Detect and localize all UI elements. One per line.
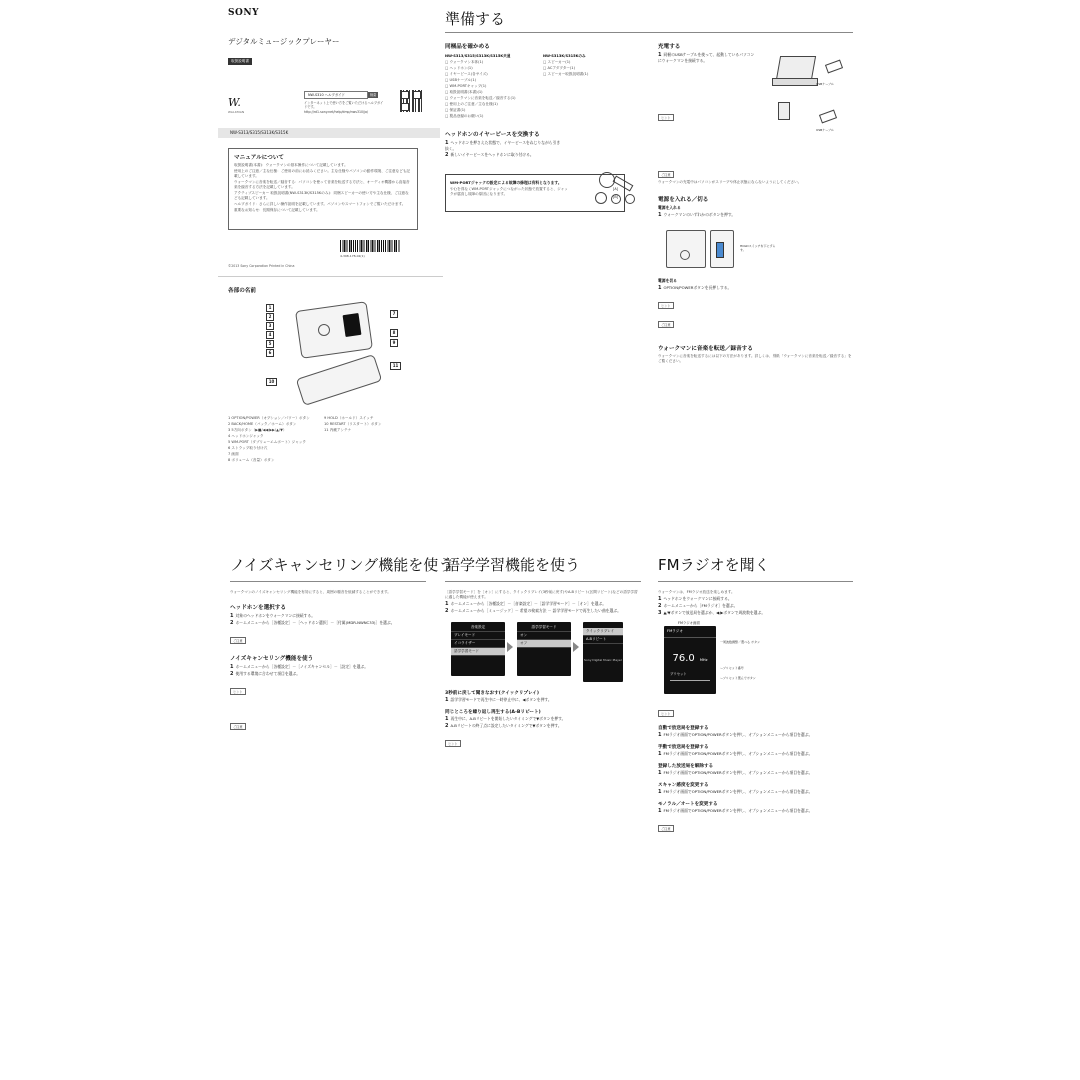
walkman-logo-mark: W. — [228, 96, 241, 109]
step-text: 同梱のUSBケーブルを使って、起動しているパソコンにウォークマンを接続する。 — [658, 52, 755, 63]
step-text: ホームメニューから［各種設定］－［ノイズキャンセル］－［設定］を選ぶ。 — [235, 664, 369, 669]
fm-title: FMラジオを聞く — [658, 556, 770, 574]
note-label: ご注意 — [230, 637, 246, 644]
acc-item: □ 取扱説明書(本書)(1) — [445, 90, 483, 94]
hold-illustration — [658, 230, 853, 276]
player-back-illustration — [288, 360, 388, 405]
fm-manual-title: 手動で放送局を登録する — [658, 745, 709, 750]
divider — [218, 276, 443, 277]
title-rule — [230, 581, 426, 582]
fm-mono-step: 1 FMラジオ画面でOPTION/POWERボタンを押し、オプションメニューから項目を選ぶ。 — [658, 808, 813, 814]
step-text: 使用する環境に合わせて項目を選ぶ。 — [235, 671, 301, 676]
step-text: FMラジオ画面でOPTION/POWERボタンを押し、オプションメニューから項目を選ぶ。 — [663, 770, 813, 775]
parts-list-item: 11 内蔵アンテナ — [324, 428, 352, 432]
fm-step: 1 ヘッドホンをウォークマンに接続する。 — [658, 596, 732, 602]
nc-intro: ウォークマンのノイズキャンセリング機能を有効にすると、周囲の騒音を低減することができます。 — [230, 590, 391, 594]
fm-delete-step: 1 FMラジオ画面でOPTION/POWERボタンを押し、オプションメニューから項目を選ぶ。 — [658, 770, 813, 776]
fm-screen-illustration — [658, 620, 853, 700]
nc-use-step: 2 使用する環境に合わせて項目を選ぶ。 — [230, 671, 301, 677]
fm-screen-caption: FMラジオ画面 — [678, 621, 700, 625]
step-text: FMラジオ画面でOPTION/POWERボタンを押し、オプションメニューから項目を選ぶ。 — [663, 789, 813, 794]
step-text: ホームメニューから［ミュージック］－ 希望の検索方法 － 語学学習モードで再生したい曲を選ぶ。 — [450, 608, 621, 613]
parts-list-item: 5 WM-PORT（ダブリューエムポート）ジャック — [228, 440, 306, 444]
fm-screen-header: FMラジオ — [664, 626, 716, 638]
parts-list-item: 10 RESTART（リスタート）ボタン — [324, 422, 382, 426]
parts-list-item: 3 5方向ボタン（▶■/◀◀/▶▶/▲/▼） — [228, 428, 287, 432]
lang-intro: ［語学学習モード］を［オン］にすると、クイックリプレイ(3秒前に戻す)やA-Bリピート(区間リピート)などの語学学習に適した機能が使えます。 — [445, 590, 638, 599]
qr-code — [400, 90, 422, 112]
nc-title: ノイズキャンセリング機能を使う — [230, 556, 454, 574]
step-text: FMラジオ画面でOPTION/POWERボタンを押し、オプションメニューから項目を選ぶ。 — [663, 808, 813, 813]
screen-row: クイックリプレイ — [583, 628, 623, 636]
part-number: 10 — [266, 378, 277, 386]
screen-caption: Sony Digital Music Player — [584, 658, 622, 662]
fm-callout: 一周波数調整／選べる ボタン — [720, 640, 760, 644]
hint-label: ヒント — [230, 688, 246, 695]
help-guide-field: NW-S310 ヘルプガイド — [304, 91, 368, 99]
note-label: ご注意 — [658, 321, 674, 328]
lang-step: 2 ホームメニューから［ミュージック］－ 希望の検索方法 － 語学学習モードで再生したい曲を選ぶ。 — [445, 608, 621, 614]
player-front-illustration — [278, 300, 388, 360]
power-off-step: 1 OPTION/POWERボタンを長押しする。 — [658, 285, 732, 291]
note-label: ご注意 — [658, 171, 674, 178]
acc-item: □ WM-PORTキャップ(1) — [445, 84, 487, 88]
step-text: ヘッドホンを押さえた状態で、イヤーピースをねじりながら引き抜く。 — [445, 140, 561, 151]
screen-row: 語学学習モード — [451, 648, 505, 656]
lang-step: 1 ホームメニューから［各種設定］－［音楽設定］－［語学学習モード］－［オン］を選ぶ。 — [445, 601, 607, 607]
acc-col1-title: NW-S313/S315/S313K/S315K共通 — [445, 54, 511, 58]
prepare-title: 準備する — [445, 10, 506, 28]
manual-sheet-back — [218, 540, 863, 1080]
product-title: デジタルミュージックプレーヤー — [228, 37, 340, 46]
hint-label: ヒント — [445, 740, 461, 747]
step-text: ホームメニューから［各種設定］－［音楽設定］－［語学学習モード］－［オン］を選ぶ。 — [450, 601, 607, 606]
part-number: 9 — [390, 339, 398, 347]
earpiece-step: 1 ヘッドホンを押さえた状態で、イヤーピースをねじりながら引き抜く。 — [445, 140, 561, 151]
usb-cable-label: USBケーブル — [816, 128, 834, 132]
fm-auto-title: 自動で放送局を登録する — [658, 726, 709, 731]
about-manuals-box — [228, 148, 418, 230]
wmport-label-b: [B] — [613, 195, 618, 199]
title-rule — [445, 581, 641, 582]
screen-row: オフ — [517, 640, 571, 648]
ab-repeat-title: 同じところを繰り返し再生する(A-Bリピート) — [445, 710, 541, 715]
cover-column — [228, 8, 433, 528]
ab-repeat-step: 1 再生中に、A-Bリピートを開始したいタイミングで▼ボタンを押す。 — [445, 716, 566, 722]
power-on-step: 1 ウォークマンのいずれかのボタンを押す。 — [658, 212, 736, 218]
acc-item: □ ACアダプター(1) — [543, 66, 575, 70]
fm-preset: プリセット — [670, 672, 687, 676]
acc-item: □ 製品登録のお願い(1) — [445, 114, 484, 118]
help-url: http://rd1.sony.net/help/dmp/nws310/ja/ — [304, 110, 369, 115]
arrow-icon — [573, 642, 579, 652]
fm-frequency: 76.0 — [672, 653, 695, 664]
about-item: ウォークマンに音楽を転送／録音する：パソコンを使って音楽を転送する方法と、オーディオ機器から直接音楽を録音する方法を記載しています。 — [234, 180, 410, 189]
nc-select-step: 1 対象のヘッドホンをウォークマンに接続する。 — [230, 613, 316, 619]
walkman-logo — [228, 91, 244, 114]
step-text: 語学学習モードで再生中に一時停止中に、◀ボタンを押す。 — [450, 697, 552, 702]
parts-title: 各部の名前 — [228, 288, 256, 294]
about-item: ヘルプガイド：さらに詳しい操作説明を記載しています。パソコンやスマートフォンでご覧いただけます。 — [234, 202, 406, 206]
part-number: 11 — [390, 362, 401, 370]
acc-item: □ ヘッドホン(1) — [445, 66, 473, 70]
screen-row: プレイモード — [451, 632, 505, 640]
acc-item: □ 保証書(1) — [445, 108, 466, 112]
part-number: 5 — [266, 340, 274, 348]
help-search-button: 検索 — [370, 92, 377, 97]
parts-list-item: 6 ストラップ取り付け穴 — [228, 446, 268, 450]
transfer-title: ウォークマンに音楽を転送／録音する — [658, 346, 753, 352]
part-number: 3 — [266, 322, 274, 330]
step-text: ▲/▼ボタンで放送局を選ぶか、◀/▶ボタンで周波数を選ぶ。 — [663, 610, 766, 615]
about-item: 使用上のご注意／主な仕様：ご使用の前にお読みください。主な仕様やパソコンの動作環境、ご注意なども記載しています。 — [234, 169, 411, 178]
manual-sheet-front — [218, 0, 863, 540]
copyright: ©2013 Sony Corporation Printed in China — [228, 264, 295, 268]
fm-delete-title: 登録した放送局を解除する — [658, 764, 714, 769]
wmport-warning-title: WM-PORTジャックの設定による故障の修理は有料となります。 — [450, 180, 562, 185]
wmport-label-a: [A] — [613, 187, 618, 191]
fm-step: 2 ホームメニューから［FMラジオ］を選ぶ。 — [658, 603, 738, 609]
step-text: OPTION/POWERボタンを長押しする。 — [663, 285, 732, 290]
step-text: FMラジオ画面でOPTION/POWERボタンを押し、オプションメニューから項目を選ぶ。 — [663, 732, 813, 737]
fm-screen — [664, 626, 716, 694]
about-item: 取扱説明書(本書)：ウォークマンの基本操作について記載しています。 — [234, 163, 348, 167]
nc-select-step: 2 ホームメニューから［各種設定］－［ヘッドホン選択］－［付属(MDR-NWNC33)］を選ぶ。 — [230, 620, 395, 626]
parts-list-item: 2 BACK/HOME（バック／ホーム）ボタン — [228, 422, 297, 426]
screen-player — [583, 622, 623, 682]
parts-list-item: 9 HOLD（ホールド）スイッチ — [324, 416, 374, 420]
acc-item: □ 使用上のご注意／主な仕様(1) — [445, 102, 498, 106]
step-text: ホームメニューから［FMラジオ］を選ぶ。 — [663, 603, 738, 608]
fm-auto-step: 1 FMラジオ画面でOPTION/POWERボタンを押し、オプションメニューから項目を選ぶ。 — [658, 732, 813, 738]
quick-replay-step: 1 語学学習モードで再生中に一時停止中に、◀ボタンを押す。 — [445, 697, 552, 703]
parts-list-item: 4 ヘッドホンジャック — [228, 434, 264, 438]
step-text: 対象のヘッドホンをウォークマンに接続する。 — [235, 613, 316, 618]
fm-scale — [670, 680, 710, 685]
fm-scan-title: スキャン感度を変更する — [658, 783, 709, 788]
charge-note: ウォークマンの充電中はパソコンがスリープや休止状態にならないようにしてください。 — [658, 180, 802, 184]
earpiece-title: ヘッドホンのイヤーピースを交換する — [445, 132, 540, 138]
fm-manual-step: 1 FMラジオ画面でOPTION/POWERボタンを押し、オプションメニューから項目を選ぶ。 — [658, 751, 813, 757]
prepare-column-2 — [658, 42, 853, 365]
barcode-digits: 4-398-178-02(1) — [340, 254, 365, 258]
hint-label: ヒント — [658, 710, 674, 717]
step-text: FMラジオ画面でOPTION/POWERボタンを押し、オプションメニューから項目を選ぶ。 — [663, 751, 813, 756]
parts-list-item: 7 画面 — [228, 452, 239, 456]
hint-label: ヒント — [658, 114, 674, 121]
fm-step: 3 ▲/▼ボタンで放送局を選ぶか、◀/▶ボタンで周波数を選ぶ。 — [658, 610, 766, 616]
nc-use-title: ノイズキャンセリング機能を使う — [230, 656, 314, 662]
parts-list-left — [228, 416, 320, 464]
note-label: ご注意 — [230, 723, 246, 730]
part-number: 8 — [390, 329, 398, 337]
screen-row: 音楽設定 — [451, 624, 505, 632]
arrow-icon — [507, 642, 513, 652]
accessories-title: 同梱品を確かめる — [445, 44, 490, 50]
screen-language-mode — [517, 622, 571, 676]
language-learning-column — [445, 554, 641, 749]
acc-item: □ USBケーブル(1) — [445, 78, 477, 82]
part-number: 6 — [266, 349, 274, 357]
part-number: 2 — [266, 313, 274, 321]
hold-label: HOLDスイッチを下にずらす。 — [740, 244, 776, 252]
transfer-text: ウォークマンに音楽を転送するには以下の方法があります。詳しくは、別紙「ウォークマンに音楽を転送／録音する」をご覧ください。 — [658, 354, 852, 363]
quick-replay-title: 3秒前に戻して聞きなおす(クイックリプレイ) — [445, 691, 539, 696]
fm-callout: ープリセット番号 — [720, 666, 744, 670]
nc-use-step: 1 ホームメニューから［各種設定］－［ノイズキャンセル］－［設定］を選ぶ。 — [230, 664, 369, 670]
screen-row: A-Bリピート — [583, 636, 623, 644]
noise-cancel-column — [230, 554, 454, 732]
step-text: A-Bリピートの終了点に設定したいタイミングで▼ボタンを押す。 — [450, 723, 562, 728]
title-rule — [445, 32, 853, 33]
acc-item: □ スピーカー(1) — [543, 60, 571, 64]
laptop-illustration — [768, 52, 848, 92]
note-label: ご注意 — [658, 825, 674, 832]
usb-cable-label: USBケーブル — [816, 82, 834, 86]
ab-repeat-step: 2 A-Bリピートの終了点に設定したいタイミングで▼ボタンを押す。 — [445, 723, 562, 729]
fm-intro: ウォークマンは、FMラジオ放送を楽しめます。 — [658, 590, 735, 594]
acc-item: □ ウォークマンに音楽を転送／録音する(1) — [445, 96, 516, 100]
screen-row: オン — [517, 632, 571, 640]
step-text: 再生中に、A-Bリピートを開始したいタイミングで▼ボタンを押す。 — [450, 716, 566, 721]
help-note: インターネット上で使い方をご覧いただけるヘルプガイドです。 — [304, 101, 384, 110]
help-guide-box — [304, 91, 384, 116]
power-title: 電源を入れる／切る — [658, 197, 709, 203]
hint-label: ヒント — [658, 302, 674, 309]
part-number: 1 — [266, 304, 274, 312]
acc-item: □ スピーカー取扱説明書(1) — [543, 72, 589, 76]
part-number: 7 — [390, 310, 398, 318]
sony-logo: SONY — [228, 8, 259, 18]
step-text: ウォークマンのいずれかのボタンを押す。 — [663, 212, 736, 217]
parts-list-right — [324, 416, 414, 434]
model-bar: NW-S313/S315/S313K/S315K — [218, 128, 440, 138]
acc-item: □ イヤーピース(各サイズ) — [445, 72, 488, 76]
acc-item: □ ウォークマン本体(1) — [445, 60, 484, 64]
earpiece-step: 2 新しいイヤーピースをヘッドホンに取り付ける。 — [445, 152, 534, 158]
lang-screens-illustration — [445, 618, 641, 688]
wmport-warning-text: やむを得なくWM-PORTジャックにつながった状態で放置すると、ジャックが腐食し故障の原因になります。 — [450, 187, 568, 196]
lang-title: 語学学習機能を使う — [445, 556, 581, 574]
prepare-column-1 — [445, 42, 635, 212]
about-item: アクティブスピーカー 取扱説明書(NW-S313K/S315Kのみ)：同梱スピーカーの使い方や主な仕様、ご注意なども記載しています。 — [234, 191, 409, 200]
parts-list-item: 8 ボリューム（音量）ボタン — [228, 458, 275, 462]
fm-scan-step: 1 FMラジオ画面でOPTION/POWERボタンを押し、オプションメニューから項目を選ぶ。 — [658, 789, 813, 795]
fm-unit: MHz — [699, 658, 708, 662]
fm-callout: ープリセット選んでボタン — [720, 676, 756, 680]
about-manuals-title: マニュアルについて — [234, 155, 285, 161]
parts-list-item: 1 OPTION/POWER（オプション／パワー）ボタン — [228, 416, 310, 420]
charge-title: 充電する — [658, 44, 681, 50]
screen-music-settings — [451, 622, 505, 676]
fm-mono-title: モノラル／オートを変更する — [658, 802, 718, 807]
walkman-logo-text: WALKMAN — [228, 110, 245, 114]
step-text: 新しいイヤーピースをヘッドホンに取り付ける。 — [450, 152, 534, 157]
power-off-subtitle: 電源を切る — [658, 278, 677, 283]
step-text: ホームメニューから［各種設定］－［ヘッドホン選択］－［付属(MDR-NWNC33)］を選ぶ。 — [235, 620, 395, 625]
about-item: 重要なお知らせ：長期保存について記載しています。 — [234, 208, 320, 212]
charge-step: 1 同梱のUSBケーブルを使って、起動しているパソコンにウォークマンを接続する。 — [658, 52, 755, 63]
screen-row: 語学学習モード — [517, 624, 571, 632]
fm-radio-column — [658, 554, 853, 834]
nc-select-title: ヘッドホンを選択する — [230, 605, 286, 611]
title-rule — [658, 581, 853, 582]
adapter-illustration — [768, 100, 848, 136]
acc-col2-title: NW-S313K/S315Kのみ — [543, 54, 586, 58]
manual-badge: 取扱説明書 — [228, 58, 252, 65]
step-text: ヘッドホンをウォークマンに接続する。 — [663, 596, 732, 601]
part-number: 4 — [266, 331, 274, 339]
power-on-subtitle: 電源を入れる — [658, 205, 681, 210]
screen-row: イコライザー — [451, 640, 505, 648]
barcode — [340, 240, 400, 252]
wmport-warning-box — [445, 174, 625, 212]
